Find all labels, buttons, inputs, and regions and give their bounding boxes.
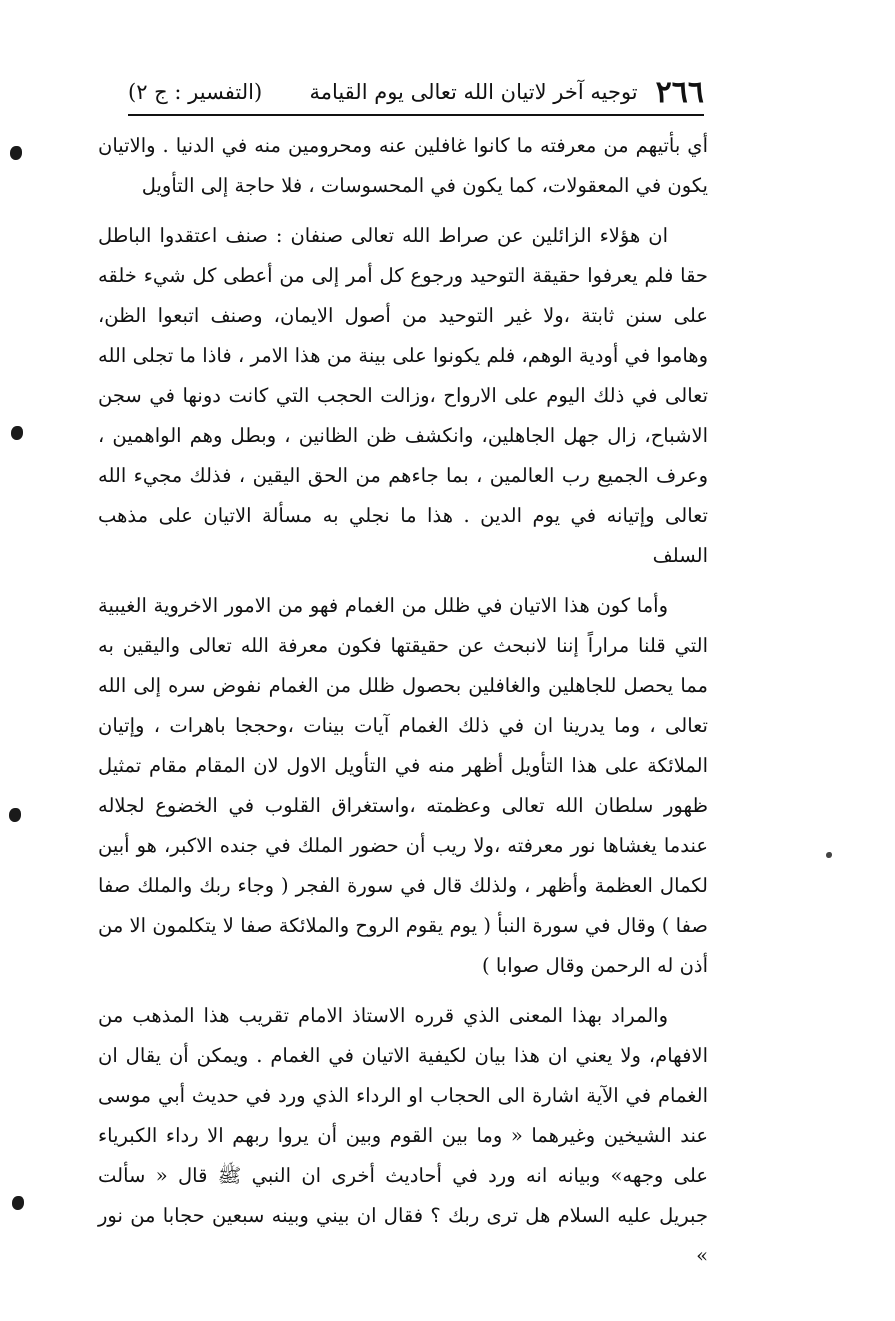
page-header (128, 72, 704, 112)
section-label: (التفسير : ج ٢) (128, 80, 263, 104)
margin-ink-mark (9, 808, 21, 822)
margin-ink-mark (10, 146, 22, 160)
page-number: ٢٦٦ (655, 74, 704, 110)
running-title: توجيه آخر لاتيان الله تعالى يوم القيامة (309, 80, 638, 104)
paragraph: ان هؤلاء الزائلين عن صراط الله تعالى صنفان : صنف اعتقدوا الباطل حقا فلم يعرفوا حقيقة التوحيد ورجوع كل أمر إلى من أعطى كل شيء خلقه على سنن ثابتة ،ولا غير التوحيد من أصول الايمان، وصنف اتبعوا الظن، وهاموا في أودية الوهم، فلم يكونوا على بينة من هذا الامر ، فاذا ما تجلى الله تعالى في ذلك اليوم على الارواح ،وزالت الحجب التي كانت دونها في سجن الاشباح، زال جهل الجاهلين، وانكشف ظن الظانين ، وبطل وهم الواهمين ، وعرف الجميع رب العالمين ، بما جاءهم من الحق اليقين ، فذلك مجيء الله تعالى وإتيانه في يوم الدين . هذا ما نجلي به مسألة الاتيان على مذهب السلف (98, 224, 708, 567)
margin-ink-mark (11, 426, 23, 440)
header-rule (128, 114, 704, 116)
body-text (98, 126, 708, 1286)
margin-dot (826, 852, 832, 858)
paragraph: والمراد بهذا المعنى الذي قرره الاستاذ الامام تقريب هذا المذهب من الافهام، ولا يعني ان هذا بيان لكيفية الاتيان في الغمام . ويمكن أن يقال ان الغمام في الآية اشارة الى الحجاب او الرداء الذي ورد في حديث أبي موسى عند الشيخين وغيرهما « وما بين القوم وبين أن يروا ربهم الا رداء الكبرياء على وجهه» وبيانه انه ورد في أحاديث أخرى ان النبي ﷺ قال « سألت جبريل عليه السلام هل ترى ربك ؟ فقال ان بيني وبينه سبعين حجابا من نور » (98, 1004, 708, 1267)
paragraph: أي بأتيهم من معرفته ما كانوا غافلين عنه ومحرومين منه في الدنيا . والاتيان يكون في المعقولات، كما يكون في المحسوسات ، فلا حاجة إلى التأويل (98, 134, 708, 197)
paragraph: وأما كون هذا الاتيان في ظلل من الغمام فهو من الامور الاخروية الغيبية التي قلنا مراراً إننا لانبحث عن حقيقتها فكون معرفة الله تعالى واليقين به مما يحصل للجاهلين والغافلين بحصول ظلل من الغمام نفوض سره إلى الله تعالى ، وما يدرينا ان في ذلك الغمام آيات بينات ،وحججا باهرات ، وإتيان الملائكة على هذا التأويل أظهر منه في التأويل الاول لان المقام مقام تمثيل ظهور سلطان الله تعالى وعظمته ،واستغراق القلوب في الخضوع لجلاله عندما يغشاها نور معرفته ،ولا ريب أن حضور الملك في جنده الاكبر، هو أبين لكمال العظمة وأظهر ، ولذلك قال في سورة الفجر ( وجاء ربك والملك صفا صفا ) وقال في سورة النبأ ( يوم يقوم الروح والملائكة صفا لا يتكلمون الا من أذن له الرحمن وقال صوابا ) (98, 594, 708, 977)
margin-ink-mark (12, 1196, 24, 1210)
